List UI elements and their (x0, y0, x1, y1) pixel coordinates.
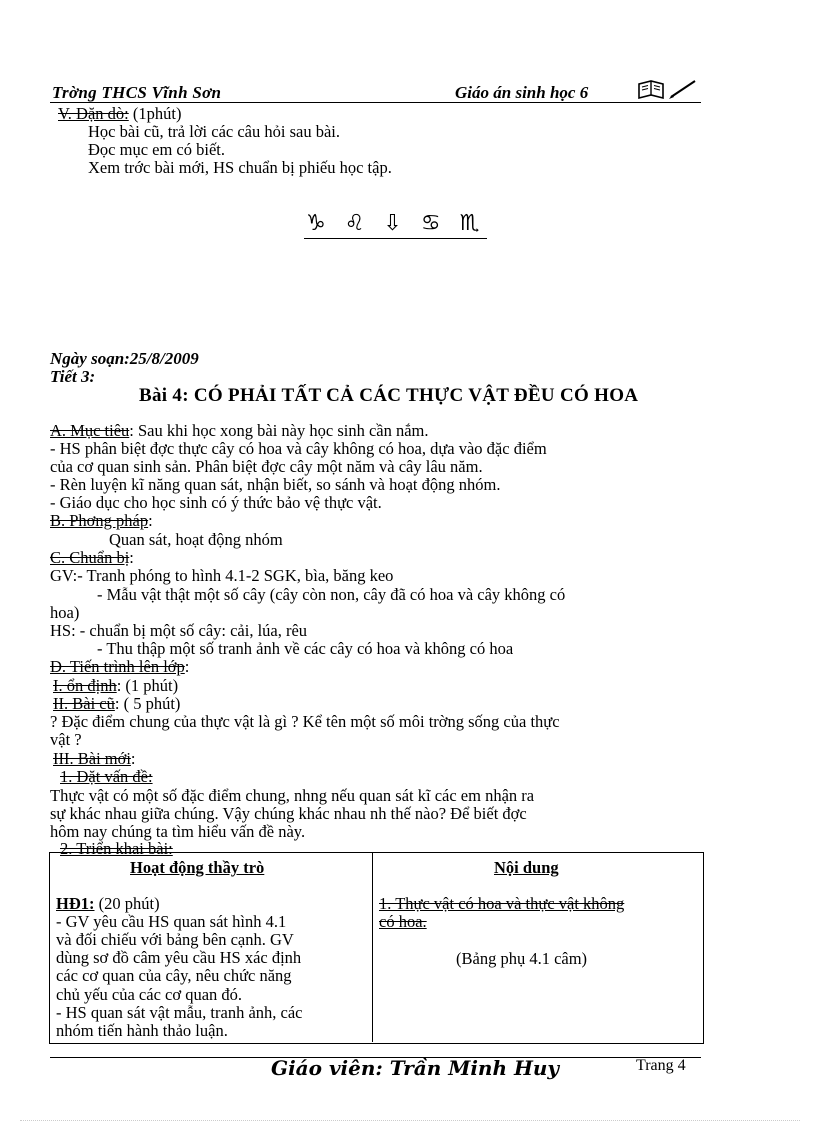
intro-line: sự khác nhau giữa chúng. Vậy chúng khác nhau nh thế nào? Để biết đợc (50, 804, 527, 823)
book-pen-icon (637, 78, 699, 100)
activity-line: - GV yêu cầu HS quan sát hình 4.1 (56, 912, 287, 931)
content-note: (Bảng phụ 4.1 câm) (456, 949, 588, 968)
activity-line: - HS quan sát vật mẫu, tranh ảnh, các (56, 1003, 303, 1022)
prep-gv-line: - Mẫu vật thật một số cây (cây còn non, cây đã có hoa và cây không có (97, 585, 566, 604)
period-label: Tiết 3: (50, 367, 96, 386)
activity-line: dùng sơ đồ câm yêu cầu HS xác định (56, 948, 302, 967)
table-col2-header: Nội dung (494, 858, 559, 877)
prep-gv-line: GV:- Tranh phóng to hình 4.1-2 SGK, bìa, băng keo (50, 566, 394, 585)
sub-heading-1: 1. Đặt vấn đề: (60, 767, 153, 786)
table-divider (372, 852, 373, 1042)
activity-line: và đối chiếu với bảng bên cạnh. GV (56, 930, 294, 949)
objective-line: - Rèn luyện kĩ năng quan sát, nhận biết, so sánh và hoạt động nhóm. (50, 475, 501, 494)
intro-line: Thực vật có một số đặc điểm chung, nhng nếu quan sát kĩ các em nhận ra (50, 786, 535, 805)
homework-heading: V. Dặn dò: (1phút) (58, 104, 182, 123)
prep-hs-line: - Thu thập một số tranh ảnh về các cây có hoa và không có hoa (97, 639, 514, 658)
activity-line: các cơ quan của cây, nêu chức năng (56, 966, 292, 985)
sub-heading-2: 2. Triển khai bài: (60, 839, 173, 858)
process-heading: D. Tiến trình lên lớp: (50, 657, 190, 676)
content-title: có hoa. (379, 912, 427, 931)
objective-line: - HS phân biệt đợc thực cây có hoa và cây không có hoa, dựa vào đặc điểm (50, 439, 547, 458)
homework-line: Học bài cũ, trả lời các câu hỏi sau bài. (88, 122, 340, 141)
activity-line: nhóm tiến hành thảo luận. (56, 1021, 228, 1040)
content-title: 1. Thực vật có hoa và thực vật không (379, 894, 625, 913)
header-divider (50, 102, 701, 103)
activity-line: chủ yếu của các cơ quan đó. (56, 985, 243, 1004)
table-col1-header: Hoạt động thầy trò (130, 858, 265, 877)
review-question: ? Đặc điểm chung của thực vật là gì ? Kể tên một số môi trờng sống của thực (50, 712, 560, 731)
homework-line: Xem trớc bài mới, HS chuẩn bị phiếu học tập. (88, 158, 392, 177)
page-number: Trang 4 (636, 1057, 686, 1074)
header-school: Trờng THCS Vĩnh Sơn (52, 83, 222, 102)
method-heading: B. Phơng pháp: (50, 511, 153, 530)
process-step-1: I. ổn định: (1 phút) (53, 676, 179, 695)
lesson-title: Bài 4: CÓ PHẢI TẤT CẢ CÁC THỰC VẬT ĐỀU CÓ HOA (139, 385, 639, 406)
method-line: Quan sát, hoạt động nhóm (109, 530, 283, 549)
intro-line: hôm nay chúng ta tìm hiểu vấn đề này. (50, 822, 306, 841)
prep-gv-line: hoa) (50, 603, 80, 622)
review-question: vật ? (50, 730, 82, 749)
prep-date: Ngày soạn:25/8/2009 (50, 349, 199, 368)
process-step-2: II. Bài cũ: ( 5 phút) (53, 694, 181, 713)
header-subject: Giáo án sinh học 6 (455, 83, 589, 102)
activity-label: HĐ1: (20 phút) (56, 894, 160, 913)
homework-line: Đọc mục em có biết. (88, 140, 225, 159)
process-step-3: III. Bài mới: (53, 749, 136, 768)
decorative-symbols: ♑ ♌ ⇩ ♋ ♏ (304, 211, 487, 239)
objectives-heading: A. Mục tiêu: Sau khi học xong bài này học sinh cần nắm. (50, 421, 429, 440)
prep-hs-line: HS: - chuẩn bị một số cây: cải, lúa, rêu (50, 621, 308, 640)
prep-heading: C. Chuẩn bị: (50, 548, 134, 567)
footer-teacher: Giáo viên: Trần Minh Huy (271, 1056, 560, 1080)
page-bottom-edge (20, 1120, 800, 1121)
objective-line: của cơ quan sinh sản. Phân biệt đợc cây một năm và cây lâu năm. (50, 457, 483, 476)
objective-line: - Giáo dục cho học sinh có ý thức bảo vệ thực vật. (50, 493, 382, 512)
